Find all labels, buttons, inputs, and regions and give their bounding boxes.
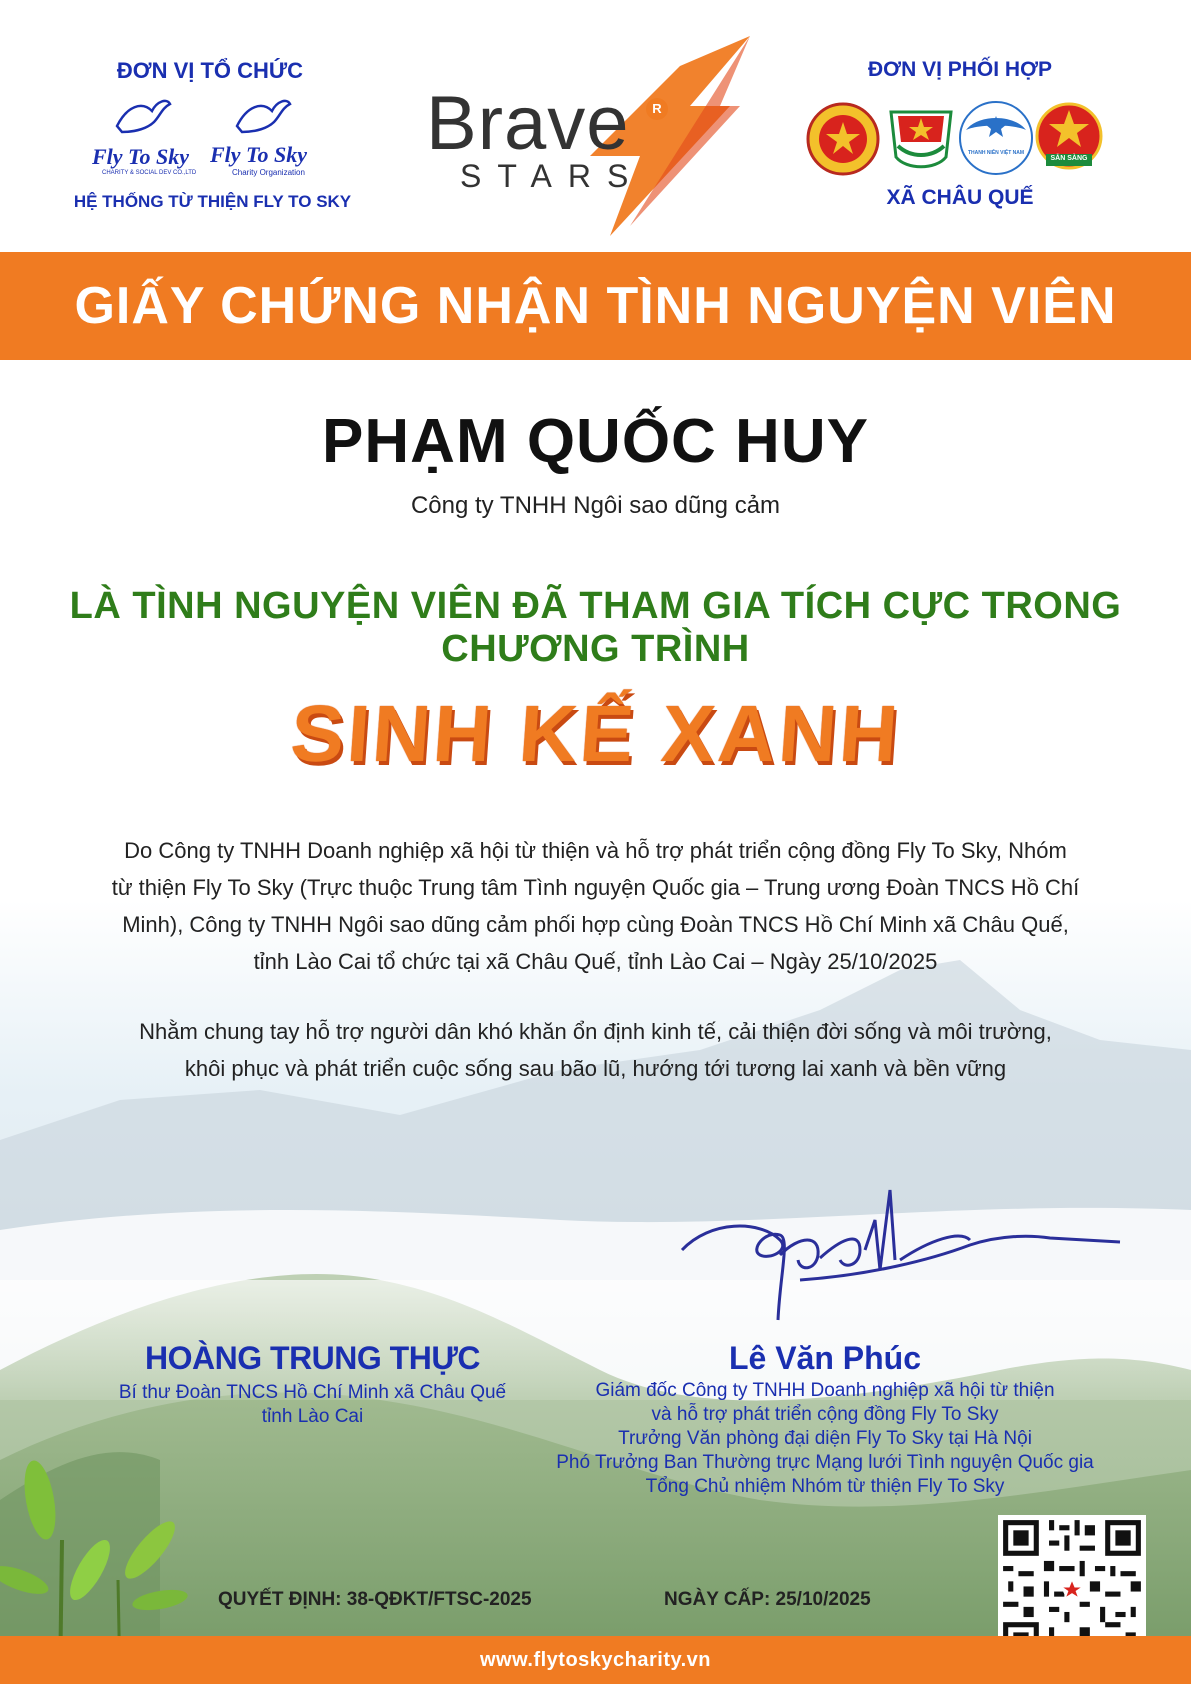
logo-text: Fly To Sky [210,142,307,167]
issue-date: NGÀY CẤP: 25/10/2025 [664,1589,871,1610]
body-line: tỉnh Lào Cai tổ chức tại xã Châu Quế, tỉnh Lào Cai – Ngày 25/10/2025 [253,949,938,974]
handwritten-signature [670,1180,1130,1340]
right-signatory-name: Lê Văn Phúc [728,1340,922,1376]
registered-mark: R [646,98,668,120]
brand-sub: STARS [460,158,645,194]
role-line: Giám đốc Công ty TNHH Doanh nghiệp xã hội từ thiện [595,1380,1055,1401]
logo-subtext: Charity Organization [232,168,305,177]
role-line: và hỗ trợ phát triển cộng đồng Fly To Sky [651,1404,999,1425]
body-line: Nhằm chung tay hỗ trợ người dân khó khăn ổn định kinh tế, cải thiện đời sống và môi trường, [139,1019,1052,1044]
emblem-text: THANH NIÊN VIỆT NAM [967,150,1025,156]
role-line: tỉnh Lào Cai [261,1406,364,1427]
coordinator-emblems [806,100,1106,176]
program-title-wrap [0,688,1191,780]
logo-text: Fly To Sky [92,144,189,169]
body-line: từ thiện Fly To Sky (Trực thuộc Trung tâm Tình nguyện Quốc gia – Trung ương Đoàn TNCS Hồ Chí [111,875,1080,900]
organizer-subtitle: HỆ THỐNG TỪ THIỆN FLY TO SKY [73,192,352,211]
certificate-title: GIẤY CHỨNG NHẬN TÌNH NGUYỆN VIÊN [74,277,1117,335]
body-paragraph-2 [60,1013,1131,1087]
dove-icon [112,96,172,146]
right-signatory-roles [520,1379,1130,1499]
body-line: Minh), Công ty TNHH Ngôi sao dũng cảm phối hợp cùng Đoàn TNCS Hồ Chí Minh xã Châu Quế, [122,912,1069,937]
role-line: Trưởng Văn phòng đại diện Fly To Sky tại Hà Nội [618,1428,1032,1449]
coordinator-subtitle: XÃ CHÂU QUẾ [886,186,1034,209]
dove-icon [232,96,292,146]
recipient-company: Công ty TNHH Ngôi sao dũng cảm [410,492,781,519]
doan-thanh-nien-emblem-icon [886,102,956,176]
role-line: Phó Trưởng Ban Thường trực Mạng lưới Tình nguyện Quốc gia [556,1452,1094,1473]
thanh-nien-viet-nam-emblem-icon [958,100,1034,176]
mat-tran-emblem-icon [806,102,880,176]
decision-number: QUYẾT ĐỊNH: 38-QĐKT/FTSC-2025 [218,1589,532,1610]
brand-name: Brave [426,81,630,166]
emblem-text: SẴN SÀNG [1050,155,1088,162]
body-line: Do Công ty TNHH Doanh nghiệp xã hội từ thiện và hỗ trợ phát triển cộng đồng Fly To Sky, Nhóm [124,838,1067,863]
statement-text: LÀ TÌNH NGUYỆN VIÊN ĐÃ THAM GIA TÍCH CỰC TRONG CHƯƠNG TRÌNH [69,585,1122,670]
website-link[interactable]: www.flytoskycharity.vn [479,1649,712,1671]
body-paragraph-1 [60,832,1131,980]
fly-to-sky-logos [92,96,322,186]
body-line: khôi phục và phát triển cuộc sống sau bão lũ, hướng tới tương lai xanh và bền vững [184,1056,1007,1081]
program-title: SINH KẾ XANH [287,689,904,778]
logo-subtext: CHARITY & SOCIAL DEV CO.,LTD [102,170,197,176]
organizer-title: ĐƠN VỊ TỔ CHỨC [116,58,304,83]
brave-stars-logo [420,36,760,241]
coordinator-title: ĐƠN VỊ PHỐI HỢP [867,58,1053,81]
san-sang-emblem-icon [1034,100,1104,176]
role-line: Bí thư Đoàn TNCS Hồ Chí Minh xã Châu Quế [118,1382,507,1403]
recipient-name: PHẠM QUỐC HUY [322,407,869,476]
role-line: Tổng Chủ nhiệm Nhóm từ thiện Fly To Sky [645,1476,1005,1497]
left-signatory-name: HOÀNG TRUNG THỰC [145,1340,480,1376]
left-signatory-roles [90,1381,535,1429]
